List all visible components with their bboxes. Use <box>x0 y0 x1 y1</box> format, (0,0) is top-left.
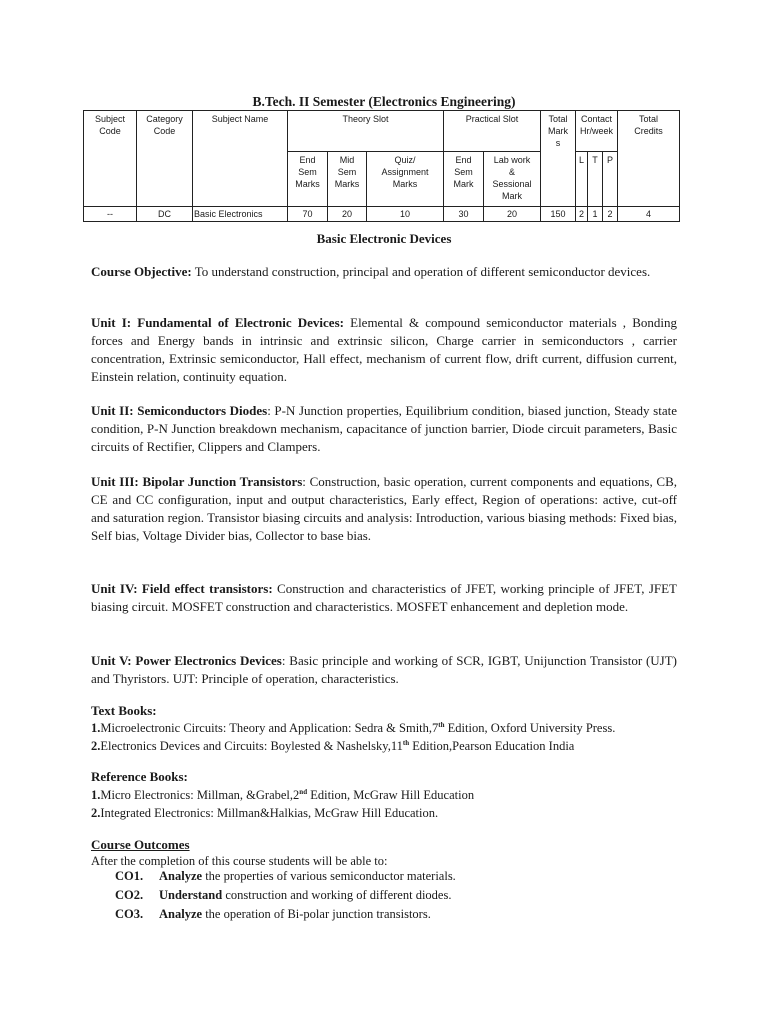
text-books-heading: Text Books: <box>91 703 157 718</box>
header-contact: Contact Hr/week <box>576 111 618 152</box>
cell-mid-sem: 20 <box>328 207 367 222</box>
header-l: L <box>576 152 588 207</box>
unit-5 <box>91 652 677 688</box>
cell-subject-code: -- <box>84 207 137 222</box>
cell-total-marks: 150 <box>541 207 576 222</box>
unit-1 <box>91 314 677 386</box>
course-objective <box>91 263 677 281</box>
reference-books-heading: Reference Books: <box>91 769 188 784</box>
cell-p: 2 <box>603 207 618 222</box>
list-item: CO3. Analyze the operation of Bi-polar junction transistors. <box>115 907 431 921</box>
header-subject-name: Subject Name <box>193 111 288 207</box>
unit-text: : P-N Junction properties, Equilibrium condition, biased junction, Steady state condition, P-N Junction breakdown mechanism, capacitance of junction barrier, Diode circuit parameters, Basic circuits of Rectifier, Clippers and Clampers. <box>91 403 677 454</box>
cell-subject-name: Basic Electronics <box>193 207 288 222</box>
header-p: P <box>603 152 618 207</box>
table-row <box>84 207 680 222</box>
unit-label: Unit IV: Field effect transistors: <box>91 581 273 596</box>
list-item: 1.Micro Electronics: Millman, &Grabel,2nd Edition, McGraw Hill Education <box>91 787 475 802</box>
unit-text: : Basic principle and working of SCR, IGBT, Unijunction Transistor (UJT) and Thyristors. UJT: Principle of operation, characteristics. <box>91 653 677 686</box>
cell-lab: 20 <box>484 207 541 222</box>
header-lab-work: Lab work & Sessional Mark <box>484 152 541 207</box>
cell-credits: 4 <box>618 207 680 222</box>
header-total-credits: Total Credits <box>618 111 680 207</box>
course-outcomes-heading: Course Outcomes <box>91 837 190 852</box>
header-practical-end-sem: End Sem Mark <box>444 152 484 207</box>
cell-l: 2 <box>576 207 588 222</box>
cell-end-sem: 70 <box>288 207 328 222</box>
cell-practical-end-sem: 30 <box>444 207 484 222</box>
objective-label: Course Objective: <box>91 264 192 279</box>
header-end-sem: End Sem Marks <box>288 152 328 207</box>
cell-quiz: 10 <box>367 207 444 222</box>
unit-4 <box>91 580 677 616</box>
unit-label: Unit V: Power Electronics Devices <box>91 653 282 668</box>
unit-2 <box>91 402 677 456</box>
list-item: CO1. Analyze the properties of various semiconductor materials. <box>115 869 456 883</box>
header-category-code: Category Code <box>137 111 193 207</box>
cell-t: 1 <box>588 207 603 222</box>
unit-label: Unit II: Semiconductors Diodes <box>91 403 268 418</box>
header-mid-sem: Mid Sem Marks <box>328 152 367 207</box>
unit-text: Construction and characteristics of JFET, working principle of JFET, JFET biasing circuit. MOSFET construction and characteristics. MOSFET enhancement and depletion mode. <box>91 581 677 614</box>
outcomes-intro: After the completion of this course students will be able to: <box>91 854 388 868</box>
list-item: CO2. Understand construction and working of different diodes. <box>115 888 452 902</box>
header-total-marks: Total Mark s <box>541 111 576 207</box>
header-practical-slot: Practical Slot <box>444 111 541 152</box>
scheme-table <box>83 110 680 222</box>
unit-3 <box>91 473 677 545</box>
list-item: 2.Electronics Devices and Circuits: Boylested & Nashelsky,11th Edition,Pearson Education India <box>91 738 575 753</box>
unit-label: Unit III: Bipolar Junction Transistors <box>91 474 303 489</box>
objective-text: To understand construction, principal and operation of different semiconductor devices. <box>191 264 651 279</box>
page-title: B.Tech. II Semester (Electronics Engineering) <box>252 94 516 109</box>
course-title: Basic Electronic Devices <box>316 231 452 246</box>
header-subject-code: Subject Code <box>84 111 137 207</box>
list-item: 1.Microelectronic Circuits: Theory and Application: Sedra & Smith,7th Edition, Oxford University Press. <box>91 720 616 735</box>
list-item: 2.Integrated Electronics: Millman&Halkias, McGraw Hill Education. <box>91 806 439 820</box>
header-t: T <box>588 152 603 207</box>
header-quiz: Quiz/ Assignment Marks <box>367 152 444 207</box>
unit-label: Unit I: Fundamental of Electronic Devices: <box>91 315 344 330</box>
unit-text: Elemental & compound semiconductor materials , Bonding forces and Energy bands in intrinsic and extrinsic silicon, Charge carrier in semiconductors , carrier concentration, Extrinsic semiconductor, Hall effect, mechanism of current flow, drift current, diffusion current, Einstein relation, continuity equation. <box>91 315 677 384</box>
table-header-row <box>84 111 680 152</box>
header-theory-slot: Theory Slot <box>288 111 444 152</box>
unit-text: : Construction, basic operation, current components and equations, CB, CE and CC configuration, input and output characteristics, Early effect, Region of operations: active, cut-off and saturation region. Transistor biasing circuits and analysis: Introduction, various biasing methods: Fixed bias, Self bias, Voltage Divider bias, Collector to base bias. <box>91 474 677 543</box>
cell-category: DC <box>137 207 193 222</box>
